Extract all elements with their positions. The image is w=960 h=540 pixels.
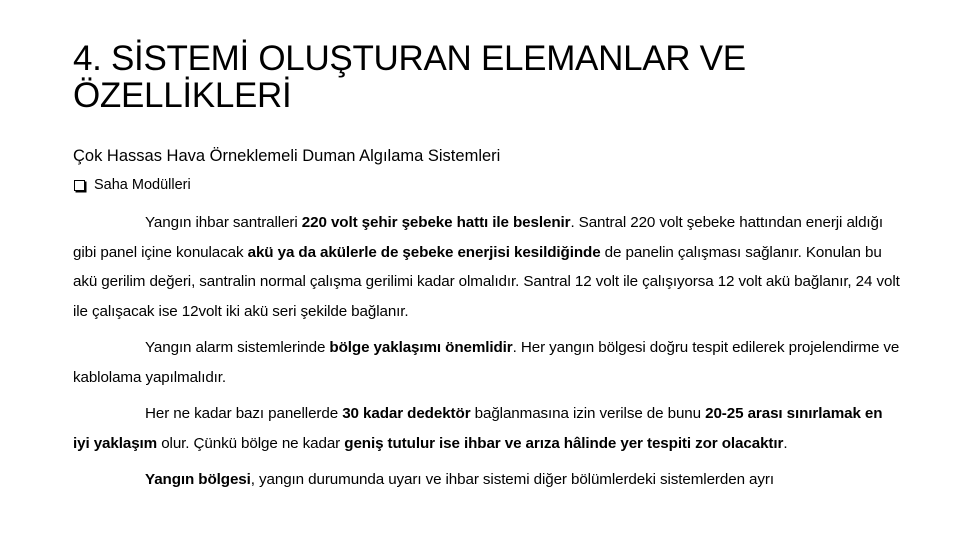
text-run: . Her yangın bölgesi doğru tespit edilerek projelendirme ve kablolama yapılmalıdır. xyxy=(73,339,900,386)
text-run: Yangın alarm sistemlerinde xyxy=(145,339,330,356)
bold-text-run: 220 volt şehir şebeke hattı ile beslenir xyxy=(301,214,571,231)
bullet-label: Saha Modülleri xyxy=(94,177,191,193)
checkbox-bullet-icon xyxy=(74,180,85,191)
text-run: bağlanmasına izin verilse de bunu xyxy=(470,405,706,422)
body-text xyxy=(73,208,903,502)
bold-text-run: 20-25 arası sınırlamak en iyi yaklaşım xyxy=(73,405,883,452)
bullet-item xyxy=(73,175,191,195)
text-run: de panelin çalışması sağlanır. Konulan bu akü gerilim değeri, santralin normal çalışma gerilimi kadar olmalıdır. Santral 12 volt ile çalışıyorsa 12 volt akü bağlanır, 24 volt ile çalışacak ise 12volt iki akü seri şekilde bağlanır. xyxy=(73,243,900,320)
text-run: , yangın durumunda uyarı ve ihbar sistemi diğer bölümlerdeki sistemlerden ayrı xyxy=(250,471,774,488)
slide-title: 4. SİSTEMİ OLUŞTURAN ELEMANLAR VE ÖZELLİKLERİ xyxy=(73,39,746,115)
body-paragraph xyxy=(73,399,903,458)
text-run: . Santral 220 volt şebeke hattından enerji aldığı gibi panel içine konulacak xyxy=(73,214,883,261)
text-run: Her ne kadar bazı panellerde xyxy=(145,405,343,422)
text-run: . xyxy=(783,434,788,452)
text-run: Yangın ihbar santralleri xyxy=(145,214,302,231)
body-paragraph xyxy=(73,465,903,495)
body-paragraph xyxy=(73,333,903,392)
body-paragraph xyxy=(73,208,903,326)
bold-text-run: bölge yaklaşımı önemlidir xyxy=(329,339,513,356)
slide-subtitle: Çok Hassas Hava Örneklemeli Duman Algılama Sistemleri xyxy=(73,147,501,165)
bold-text-run: Yangın bölgesi xyxy=(145,471,251,488)
bold-text-run: 30 kadar dedektör xyxy=(342,405,471,422)
bold-text-run: akü ya da akülerle de şebeke enerjisi kesildiğinde xyxy=(247,243,601,261)
text-run: olur. Çünkü bölge ne kadar xyxy=(157,434,345,452)
bold-text-run: geniş tutulur ise ihbar ve arıza hâlinde yer tespiti zor olacaktır xyxy=(344,434,784,452)
